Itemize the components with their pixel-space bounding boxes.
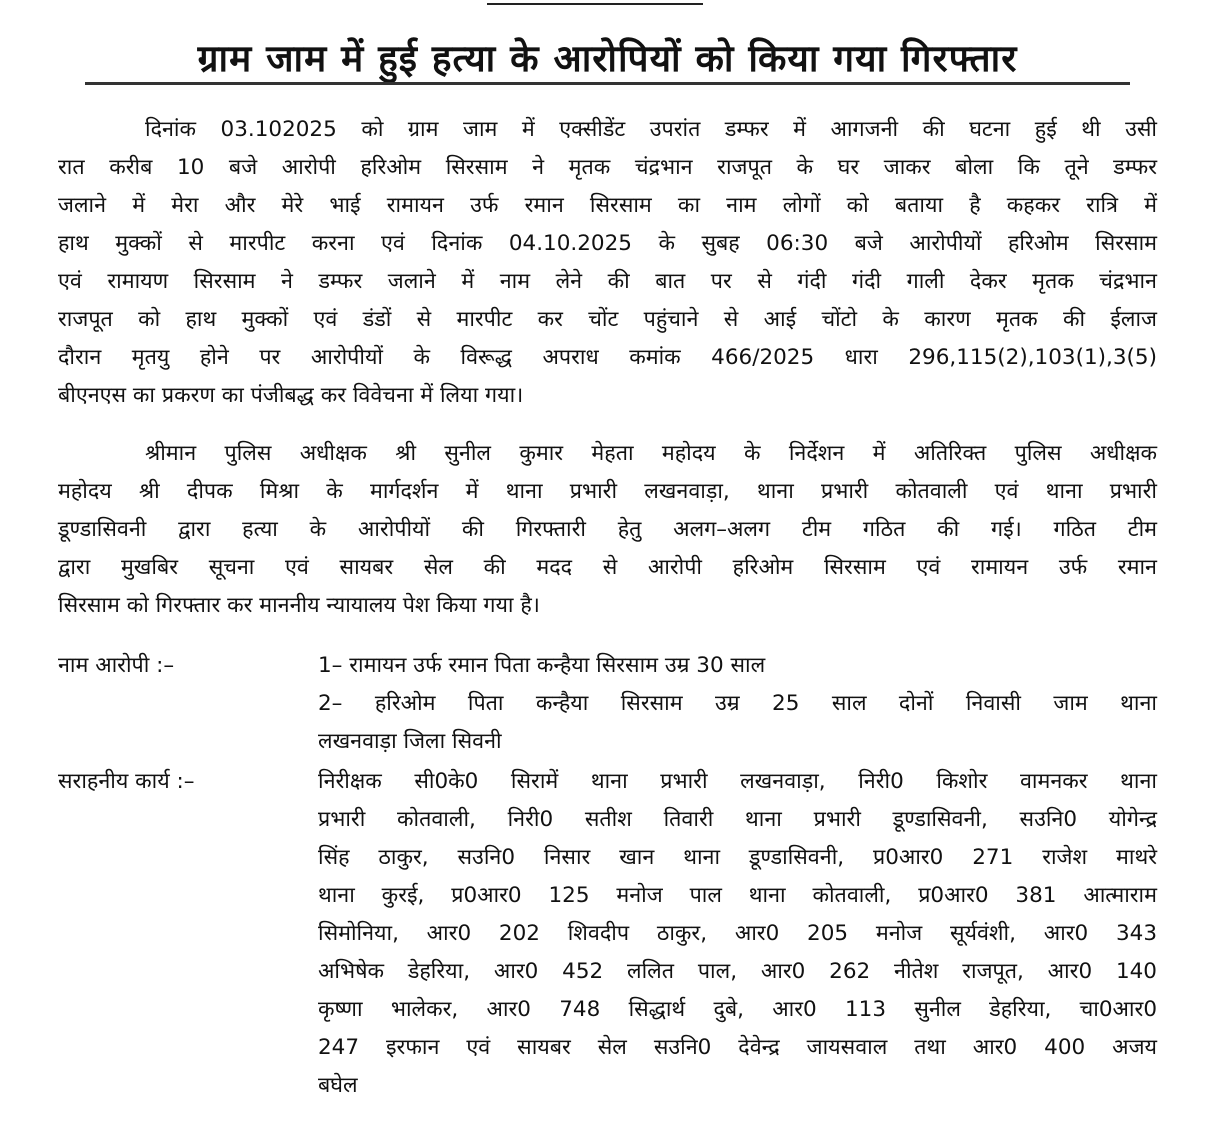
accused-label: नाम आरोपी :– bbox=[58, 653, 175, 678]
paragraph-line: दौरान मृतयु होने पर आरोपीयों के विरूद्ध अपराध कमांक 466/2025 धारा 296,115(2),103(1),3(5) bbox=[58, 345, 1157, 370]
commendable-line: अभिषेक डेहरिया, आर0 452 ललित पाल, आर0 262 नीतेश राजपूत, आर0 140 bbox=[318, 959, 1157, 984]
accused-line: 1– रामायन उर्फ रमान पिता कन्हैया सिरसाम उम्र 30 साल bbox=[318, 653, 766, 678]
paragraph-line: दिनांक 03.102025 को ग्राम जाम में एक्सीडेंट उपरांत डम्फर में आगजनी की घटना हुई थी उसी bbox=[145, 117, 1157, 142]
paragraph-line: डूण्डासिवनी द्वारा हत्या के आरोपीयों की गिरफ्तारी हेतु अलग–अलग टीम गठित की गई। गठित टीम bbox=[58, 517, 1157, 542]
paragraph-line: श्रीमान पुलिस अधीक्षक श्री सुनील कुमार मेहता महोदय के निर्देशन में अतिरिक्त पुलिस अधीक्षक bbox=[145, 441, 1157, 466]
document-title: ग्राम जाम में हुई हत्या के आरोपियों को किया गया गिरफ्तार bbox=[197, 37, 1018, 80]
paragraph-line: जलाने में मेरा और मेरे भाई रामायन उर्फ रमान सिरसाम का नाम लोगों को बताया है कहकर रात्रि में bbox=[58, 193, 1157, 218]
commendable-line: बघेल bbox=[318, 1073, 358, 1098]
commendable-line: सिमोनिया, आर0 202 शिवदीप ठाकुर, आर0 205 मनोज सूर्यवंशी, आर0 343 bbox=[318, 921, 1157, 946]
paragraph-line: द्वारा मुखबिर सूचना एवं सायबर सेल की मदद से आरोपी हरिओम सिरसाम एवं रामायन उर्फ रमान bbox=[58, 555, 1157, 580]
paragraph-line: हाथ मुक्कों से मारपीट करना एवं दिनांक 04.10.2025 के सुबह 06:30 बजे आरोपीयों हरिओम सिरसाम bbox=[58, 231, 1157, 256]
paragraph-line: रात करीब 10 बजे आरोपी हरिओम सिरसाम ने मृतक चंद्रभान राजपूत के घर जाकर बोला कि तूने डम्फर bbox=[58, 155, 1157, 180]
accused-line: लखनवाड़ा जिला सिवनी bbox=[318, 729, 502, 754]
commendable-line: निरीक्षक सी0के0 सिरामें थाना प्रभारी लखनवाड़ा, निरी0 किशोर वामनकर थाना bbox=[318, 769, 1157, 794]
paragraph-line: एवं रामायण सिरसाम ने डम्फर जलाने में नाम लेने की बात पर से गंदी गंदी गाली देकर मृतक चंद्रभान bbox=[58, 269, 1157, 294]
paragraph-line: बीएनएस का प्रकरण का पंजीबद्ध कर विवेचना में लिया गया। bbox=[58, 383, 524, 408]
commendable-line: प्रभारी कोतवाली, निरी0 सतीश तिवारी थाना प्रभारी डूण्डासिवनी, सउनि0 योगेन्द्र bbox=[318, 807, 1157, 832]
commendable-label: सराहनीय कार्य :– bbox=[58, 769, 195, 794]
paragraph-line: सिरसाम को गिरफ्तार कर माननीय न्यायालय पेश किया गया है। bbox=[58, 593, 540, 618]
title-underline bbox=[85, 82, 1130, 85]
top-divider bbox=[487, 3, 703, 5]
paragraph-line: राजपूत को हाथ मुक्कों एवं डंडों से मारपीट कर चोंट पहुंचाने से आई चोंटो के कारण मृतक की ईलाज bbox=[58, 307, 1157, 332]
commendable-line: थाना कुरई, प्र0आर0 125 मनोज पाल थाना कोतवाली, प्र0आर0 381 आत्माराम bbox=[318, 883, 1157, 908]
paragraph-line: महोदय श्री दीपक मिश्रा के मार्गदर्शन में थाना प्रभारी लखनवाड़ा, थाना प्रभारी कोतवाली एवं थाना प्रभारी bbox=[58, 479, 1157, 504]
commendable-line: सिंह ठाकुर, सउनि0 निसार खान थाना डूण्डासिवनी, प्र0आर0 271 राजेश माथरे bbox=[318, 845, 1157, 870]
accused-line: 2– हरिओम पिता कन्हैया सिरसाम उम्र 25 साल दोनों निवासी जाम थाना bbox=[318, 691, 1157, 716]
commendable-line: 247 इरफान एवं सायबर सेल सउनि0 देवेन्द्र जायसवाल तथा आर0 400 अजय bbox=[318, 1035, 1157, 1060]
commendable-line: कृष्णा भालेकर, आर0 748 सिद्धार्थ दुबे, आर0 113 सुनील डेहरिया, चा0आर0 bbox=[318, 997, 1157, 1022]
